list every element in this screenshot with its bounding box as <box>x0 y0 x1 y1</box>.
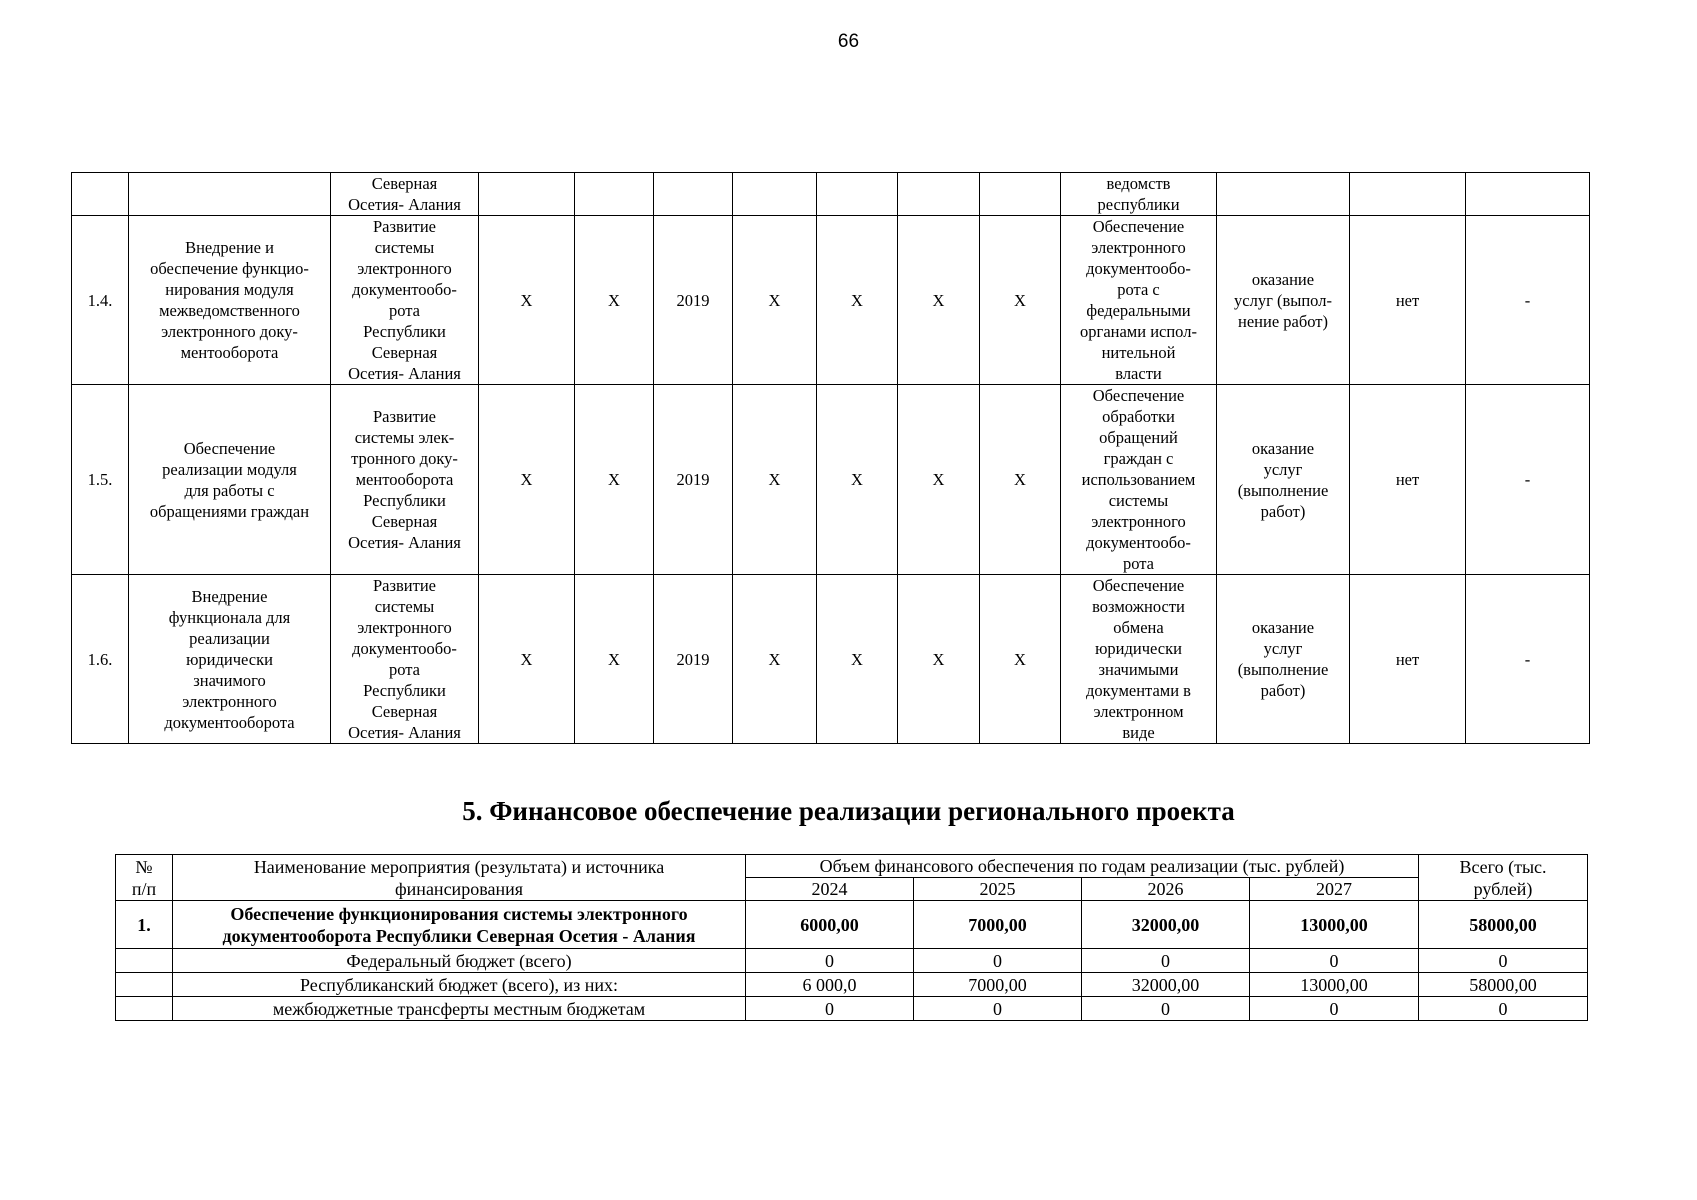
year-cell: 2019 <box>654 385 733 575</box>
value-cell: 0 <box>746 949 914 973</box>
row-number-cell <box>116 973 173 997</box>
row-number-cell <box>116 949 173 973</box>
page-number: 66 <box>837 31 860 52</box>
mark-cell <box>817 173 898 216</box>
year-header: 2027 <box>1250 878 1419 901</box>
row-number-cell <box>72 173 129 216</box>
total-cell: 0 <box>1419 997 1588 1021</box>
mark-cell <box>898 173 980 216</box>
activity-name-cell: Внедрение функционала для реализации юридически значимого электронного документооборота <box>129 575 331 744</box>
mark-cell: X <box>817 216 898 385</box>
value-cell: 0 <box>1250 949 1419 973</box>
year-header: 2026 <box>1082 878 1250 901</box>
value-cell: 6 000,0 <box>746 973 914 997</box>
activity-name-cell: Внедрение и обеспечение функцио- нирования модуля межведомственного электронного доку- ментооборота <box>129 216 331 385</box>
dash-cell: - <box>1466 385 1590 575</box>
dash-cell: - <box>1466 575 1590 744</box>
name-header: Наименование мероприятия (результата) и источника финансирования <box>173 855 746 901</box>
source-name-cell: Федеральный бюджет (всего) <box>173 949 746 973</box>
mark-cell <box>479 173 575 216</box>
value-cell: 13000,00 <box>1250 901 1419 949</box>
mark-cell: X <box>479 216 575 385</box>
mark-cell: X <box>898 385 980 575</box>
value-cell: 0 <box>746 997 914 1021</box>
value-cell: 7000,00 <box>914 901 1082 949</box>
mark-cell: X <box>980 575 1061 744</box>
table-row <box>72 575 1590 744</box>
value-cell: 32000,00 <box>1082 901 1250 949</box>
table-row <box>72 173 1590 216</box>
type-cell: оказание услуг (выполнение работ) <box>1217 385 1350 575</box>
activity-name-cell: Обеспечение функционирования системы электронного документооборота Республики Северная Осетия - Алания <box>173 901 746 949</box>
activity-name-cell: Обеспечение реализации модуля для работы с обращениями граждан <box>129 385 331 575</box>
value-cell: 0 <box>1082 997 1250 1021</box>
mark-cell: X <box>817 385 898 575</box>
activities-table <box>71 172 1590 744</box>
mark-cell: X <box>898 575 980 744</box>
table-row <box>116 997 1588 1021</box>
flag-cell <box>1350 173 1466 216</box>
row-number-cell: 1.6. <box>72 575 129 744</box>
dash-cell: - <box>1466 216 1590 385</box>
activity-name-cell <box>129 173 331 216</box>
table-row <box>72 385 1590 575</box>
type-cell <box>1217 173 1350 216</box>
mark-cell: X <box>575 575 654 744</box>
mark-cell: X <box>479 385 575 575</box>
table-row <box>116 949 1588 973</box>
dash-cell <box>1466 173 1590 216</box>
table-row <box>72 216 1590 385</box>
total-cell: 0 <box>1419 949 1588 973</box>
row-number-cell: 1.5. <box>72 385 129 575</box>
value-cell: 0 <box>914 949 1082 973</box>
mark-cell: X <box>479 575 575 744</box>
mark-cell <box>980 173 1061 216</box>
mark-cell: X <box>733 575 817 744</box>
year-cell: 2019 <box>654 216 733 385</box>
value-cell: 13000,00 <box>1250 973 1419 997</box>
mark-cell: X <box>898 216 980 385</box>
mark-cell: X <box>575 385 654 575</box>
mark-cell <box>733 173 817 216</box>
year-header: 2025 <box>914 878 1082 901</box>
row-number-cell <box>116 997 173 1021</box>
section-title: 5. Финансовое обеспечение реализации регионального проекта <box>462 796 1235 826</box>
source-name-cell: межбюджетные трансферты местным бюджетам <box>173 997 746 1021</box>
type-cell: оказание услуг (выпол- нение работ) <box>1217 216 1350 385</box>
project-name-cell: Развитие системы электронного документообо- рота Республики Северная Осетия- Алания <box>331 216 479 385</box>
value-cell: 0 <box>1082 949 1250 973</box>
source-name-cell: Республиканский бюджет (всего), из них: <box>173 973 746 997</box>
year-cell <box>654 173 733 216</box>
result-cell: ведомств республики <box>1061 173 1217 216</box>
mark-cell: X <box>980 216 1061 385</box>
flag-cell: нет <box>1350 216 1466 385</box>
total-cell: 58000,00 <box>1419 973 1588 997</box>
project-name-cell: Развитие системы элек- тронного доку- ментооборота Республики Северная Осетия- Алания <box>331 385 479 575</box>
number-header: № п/п <box>116 855 173 901</box>
year-header: 2024 <box>746 878 914 901</box>
finance-table <box>115 854 1588 1021</box>
mark-cell: X <box>980 385 1061 575</box>
volume-header: Объем финансового обеспечения по годам реализации (тыс. рублей) <box>746 855 1419 878</box>
flag-cell: нет <box>1350 575 1466 744</box>
type-cell: оказание услуг (выполнение работ) <box>1217 575 1350 744</box>
value-cell: 0 <box>1250 997 1419 1021</box>
row-number-cell: 1.4. <box>72 216 129 385</box>
value-cell: 32000,00 <box>1082 973 1250 997</box>
row-number-cell: 1. <box>116 901 173 949</box>
finance-header-row <box>116 855 1588 878</box>
result-cell: Обеспечение возможности обмена юридически значимыми документами в электронном виде <box>1061 575 1217 744</box>
result-cell: Обеспечение обработки обращений граждан с использованием системы электронного документообо- рота <box>1061 385 1217 575</box>
value-cell: 0 <box>914 997 1082 1021</box>
value-cell: 6000,00 <box>746 901 914 949</box>
mark-cell: X <box>575 216 654 385</box>
result-cell: Обеспечение электронного документообо- рота с федеральными органами испол- нительной власти <box>1061 216 1217 385</box>
flag-cell: нет <box>1350 385 1466 575</box>
table-row <box>116 973 1588 997</box>
table-row <box>116 901 1588 949</box>
total-cell: 58000,00 <box>1419 901 1588 949</box>
mark-cell: X <box>733 385 817 575</box>
mark-cell: X <box>817 575 898 744</box>
total-header: Всего (тыс. рублей) <box>1419 855 1588 901</box>
project-name-cell: Развитие системы электронного документообо- рота Республики Северная Осетия- Алания <box>331 575 479 744</box>
value-cell: 7000,00 <box>914 973 1082 997</box>
mark-cell: X <box>733 216 817 385</box>
project-name-cell: Северная Осетия- Алания <box>331 173 479 216</box>
mark-cell <box>575 173 654 216</box>
year-cell: 2019 <box>654 575 733 744</box>
